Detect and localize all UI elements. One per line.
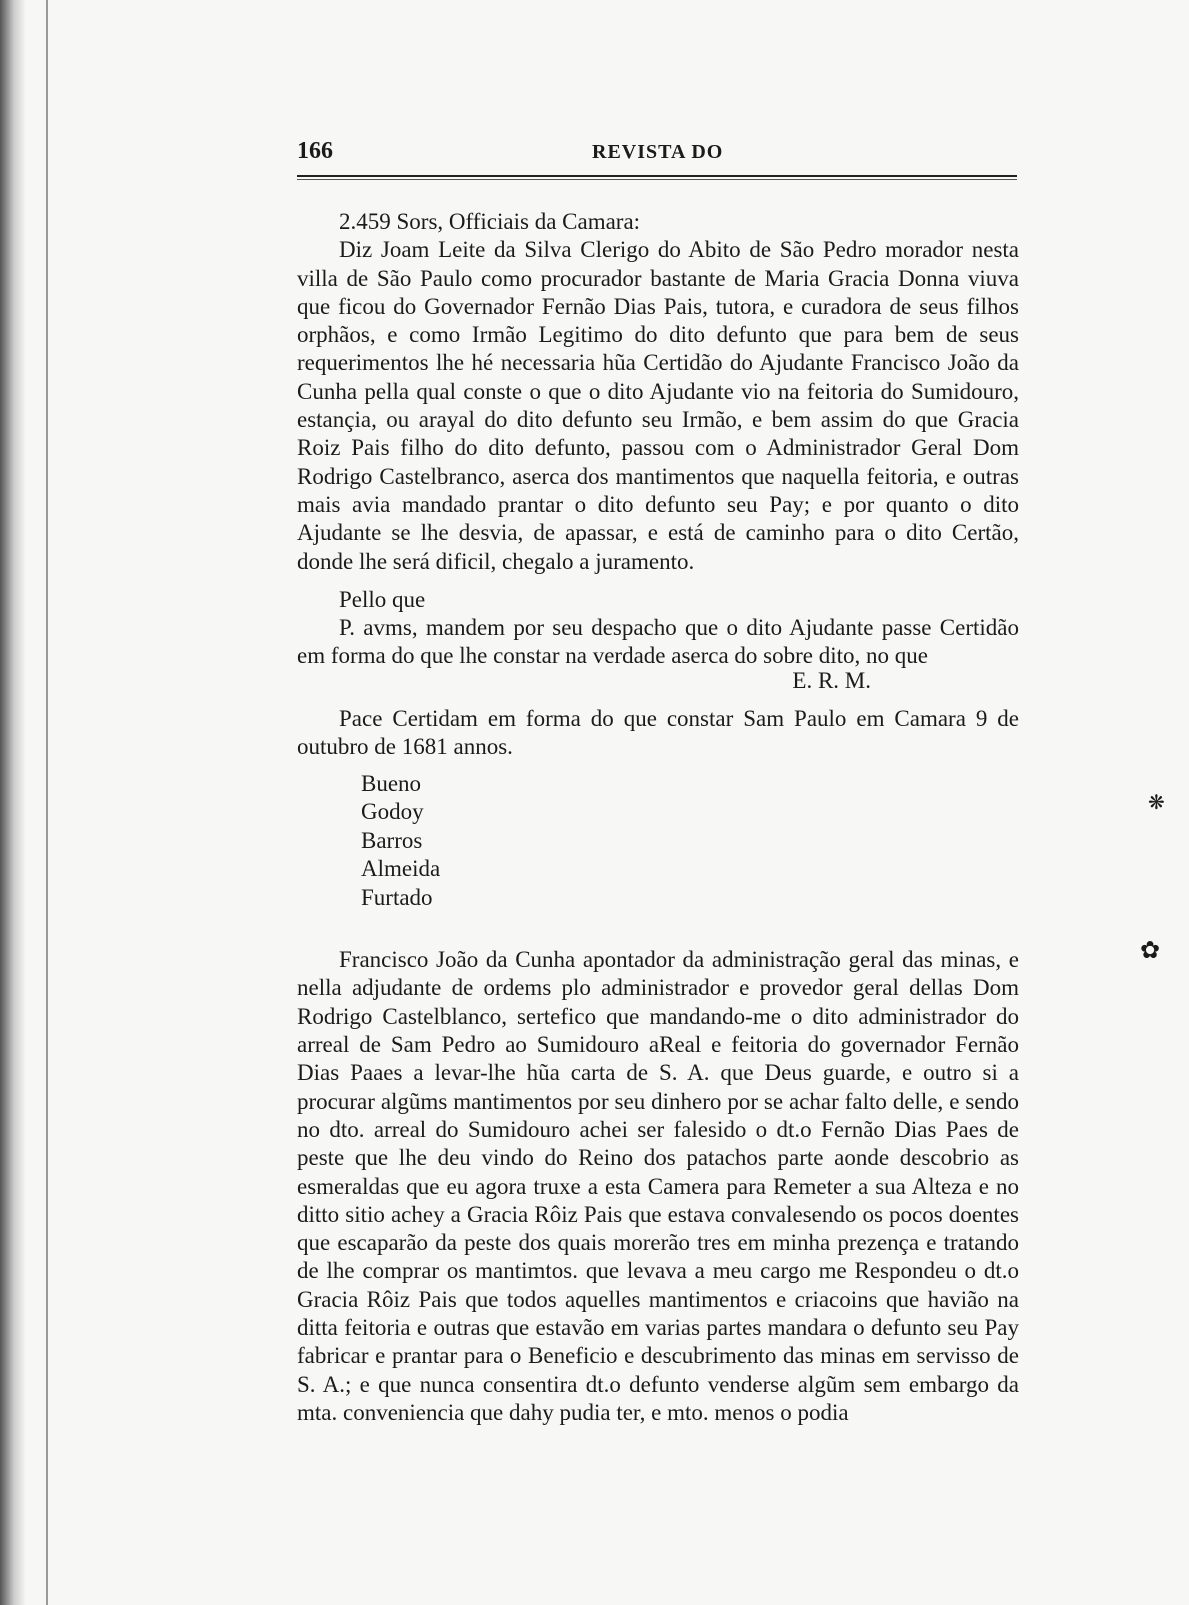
margin-ink-blot: ✿ xyxy=(1140,938,1161,964)
signatory-name: Bueno xyxy=(361,770,422,796)
page-edge-shadow xyxy=(0,0,26,1605)
margin-ink-mark: ❋ xyxy=(1148,792,1165,814)
header-rule xyxy=(297,175,1017,180)
signoff: E. R. M. xyxy=(792,667,871,693)
signatory-name: Godoy xyxy=(361,799,424,825)
dispatch-paragraph: Pace Certidam em forma do que constar Sam Paulo em Camara 9 de outubro de 1681 annos. xyxy=(297,706,1019,760)
signatory-name: Barros xyxy=(361,827,423,853)
document-body xyxy=(297,208,1019,1427)
running-title: REVISTA DO xyxy=(592,141,724,163)
signatories-list xyxy=(361,770,1019,913)
page-header xyxy=(297,138,1017,168)
document-heading: 2.459 Sors, Officiais da Camara: xyxy=(339,209,641,234)
petition-request-paragraph: P. avms, mandem por seu despacho que o dito Ajudante passe Certidão em forma do que lhe constar na verdade aserca do sobre dito, no que xyxy=(297,615,1019,669)
petition-paragraph: Diz Joam Leite da Silva Clerigo do Abito de São Pedro morador nesta villa de São Paulo como procurador bastante de Maria Gracia Donna viuva que ficou do Governador Fernão Dias Pais, tutora, e curadora de seus filhos orphãos, e como Irmão Legitimo do dito defunto que para bem de seus requerimentos lhe hé necessaria hũa Certidão do Ajudante Francisco João da Cunha pella qual conste o que o dito Ajudante vio na feitoria do Sumidouro, estançia, ou arayal do dito defunto seu Irmão, e bem assim do que Gracia Roiz Pais filho do dito defunto, passou com o Administrador Geral Dom Rodrigo Castelbranco, aserca dos mantimentos que naquella feitoria, e outras mais avia mandado prantar o dito defunto seu Pay; e por quanto o dito Ajudante se lhe desvia, de apassar, e está de caminho para o dito Certão, donde lhe será dificil, chegalo a juramento. xyxy=(297,237,1019,574)
page-number: 166 xyxy=(297,138,333,164)
signatory-name: Furtado xyxy=(361,884,433,910)
petition-closing-line: Pello que xyxy=(339,586,426,612)
certificate-paragraph: Francisco João da Cunha apontador da administração geral das minas, e nella adjudante de ordems plo administrador e provedor geral dellas Dom Rodrigo Castelblanco, sertefico que mandando-me o dito administrador do arreal de Sam Pedro ao Sumidouro aReal e feitoria do governador Fernão Dias Paaes a levar-lhe hũa carta de S. A. que Deus guarde, e outro si a procurar algũms mantimentos por seu dinhero por se achar falto delle, e sendo no dto. arreal do Sumidouro achei ser falesido o dt.o Fernão Dias Paes de peste que lhe deu vindo do Reino dos patachos parte aonde descobrio as esmeraldas que eu agora truxe a esta Camera para Remeter a sua Alteza e no ditto sitio achey a Gracia Rôiz Pais que estava convalesendo os pocos doentes que escaparão da peste dos quais morerão tres em minha prezença e tratando de lhe comprar os mantimtos. que levava a meu cargo me Respondeu o dt.o Gracia Rôiz Pais que todos aquelles mantimentos e criacoins que havião na ditta feitoria e outras que estavão em varias partes mandara o defunto seu Pay fabricar e prantar para o Beneficio e descubrimento das minas em servisso de S. A.; e que nunca consentira dt.o defunto venderse algũm sem embargo da mta. conveniencia que dahy pudia ter, e mto. menos o podia xyxy=(297,947,1019,1425)
signatory-name: Almeida xyxy=(361,856,441,882)
page-edge-line xyxy=(46,0,48,1605)
